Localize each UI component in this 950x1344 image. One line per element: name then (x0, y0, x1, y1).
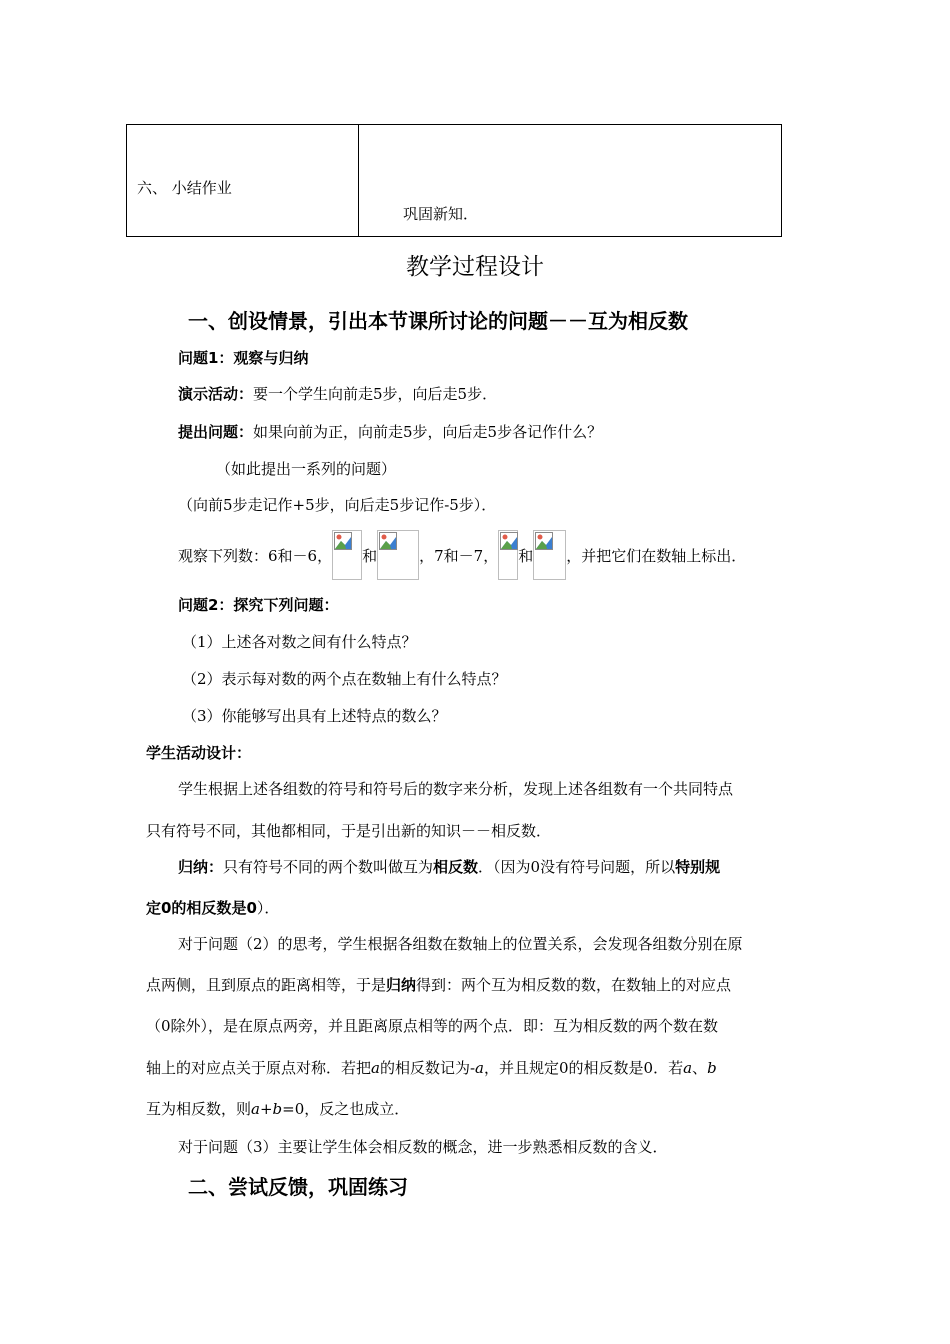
design-title: 学生活动设计： (146, 744, 252, 762)
q2-item: （2）表示每对数的两个点在数轴上有什么特点？ (182, 670, 507, 688)
p2-line3: （0除外），是在原点两旁，并且距离原点相等的两个点．即：互为相反数的两个数在数 (146, 1017, 719, 1035)
ask-text: 如果向前为正，向前走5步，向后走5步各记作什么？ (253, 423, 603, 441)
p2-line4-a: 轴上的对应点关于原点对称．若把 (146, 1059, 372, 1077)
summary-table (126, 124, 782, 237)
observe-and-2: 和 (518, 547, 534, 565)
note-line: （如此提出一系列的问题） (216, 460, 397, 478)
table-row-label: 六、 小结作业 (137, 179, 232, 197)
ask-line (178, 422, 602, 442)
conclude-line-2 (146, 898, 279, 918)
p3-line: 对于问题（3）主要让学生体会相反数的概念，进一步熟悉相反数的含义． (178, 1138, 668, 1156)
p2-line4-b: 的相反数记为- (379, 1059, 476, 1077)
p1-line2: 只有符号不同，其他都相同，于是引出新的知识－－相反数． (146, 822, 552, 840)
q2-item: （3）你能够写出具有上述特点的数么？ (182, 707, 447, 725)
demo-label: 演示活动： (178, 385, 254, 403)
conclude-bold-1: 相反数 (433, 858, 479, 876)
conclude-line (178, 857, 720, 877)
p2-line2-bold: 归纳 (386, 976, 417, 994)
var-a: a (475, 1059, 484, 1077)
var-a: a (683, 1059, 693, 1077)
observe-mid: ，7和－7， (419, 547, 499, 565)
observe-post: ，并把它们在数轴上标出． (566, 547, 747, 565)
expr-a-plus-b: a+b (251, 1100, 283, 1118)
conclude-bold-3: 定0的相反数是0 (146, 899, 257, 917)
p2-line5 (146, 1099, 409, 1119)
p2-line2 (146, 975, 731, 995)
broken-image-icon (498, 530, 518, 580)
p2-line4 (146, 1058, 717, 1078)
var-a: a (371, 1059, 380, 1077)
p1-line1: 学生根据上述各组数的符号和符号后的数字来分析，发现上述各组数有一个共同特点 (178, 780, 734, 798)
section2-heading: 二、尝试反馈，巩固练习 (188, 1175, 408, 1199)
demo-text: 要一个学生向前走5步，向后走5步． (253, 385, 498, 403)
p2-line5-a: 互为相反数，则 (146, 1100, 252, 1118)
page-title: 教学过程设计 (406, 254, 544, 280)
p2-line4-c: ，并且规定0的相反数是0．若 (484, 1059, 684, 1077)
conclude-text-2: ．（因为0没有符号问题，所以 (478, 858, 676, 876)
broken-image-icon (377, 530, 419, 580)
observe-and-1: 和 (362, 547, 378, 565)
q2-item: （1）上述各对数之间有什么特点？ (182, 633, 417, 651)
answer-line: （向前5步走记作+5步，向后走5步记作-5步）． (178, 496, 497, 514)
conclude-text-3: ）． (256, 899, 280, 917)
broken-image-icon (533, 530, 566, 580)
section1-heading: 一、创设情景，引出本节课所讨论的问题－－互为相反数 (188, 309, 688, 333)
broken-image-icon (332, 530, 362, 580)
conclude-label: 归纳： (178, 858, 224, 876)
p2-line1: 对于问题（2）的思考，学生根据各组数在数轴上的位置关系，会发现各组数分别在原 (178, 935, 743, 953)
observe-pre: 观察下列数：6和－6， (178, 547, 333, 565)
p2-line4-d: 、 (692, 1059, 708, 1077)
ask-label: 提出问题： (178, 423, 254, 441)
p2-line5-b: =0，反之也成立． (282, 1100, 410, 1118)
conclude-bold-2: 特别规 (675, 858, 721, 876)
table-row-content: 巩固新知． (403, 205, 479, 223)
conclude-text-1: 只有符号不同的两个数叫做互为 (223, 858, 434, 876)
q1-title: 问题1：观察与归纳 (178, 349, 309, 367)
q2-title: 问题2：探究下列问题： (178, 596, 339, 614)
observe-line (178, 530, 746, 580)
var-b: b (707, 1059, 717, 1077)
demo-line (178, 384, 497, 404)
p2-line2-b: 得到：两个互为相反数的数，在数轴上的对应点 (416, 976, 732, 994)
p2-line2-a: 点两侧，且到原点的距离相等，于是 (146, 976, 387, 994)
table-divider (358, 125, 359, 236)
